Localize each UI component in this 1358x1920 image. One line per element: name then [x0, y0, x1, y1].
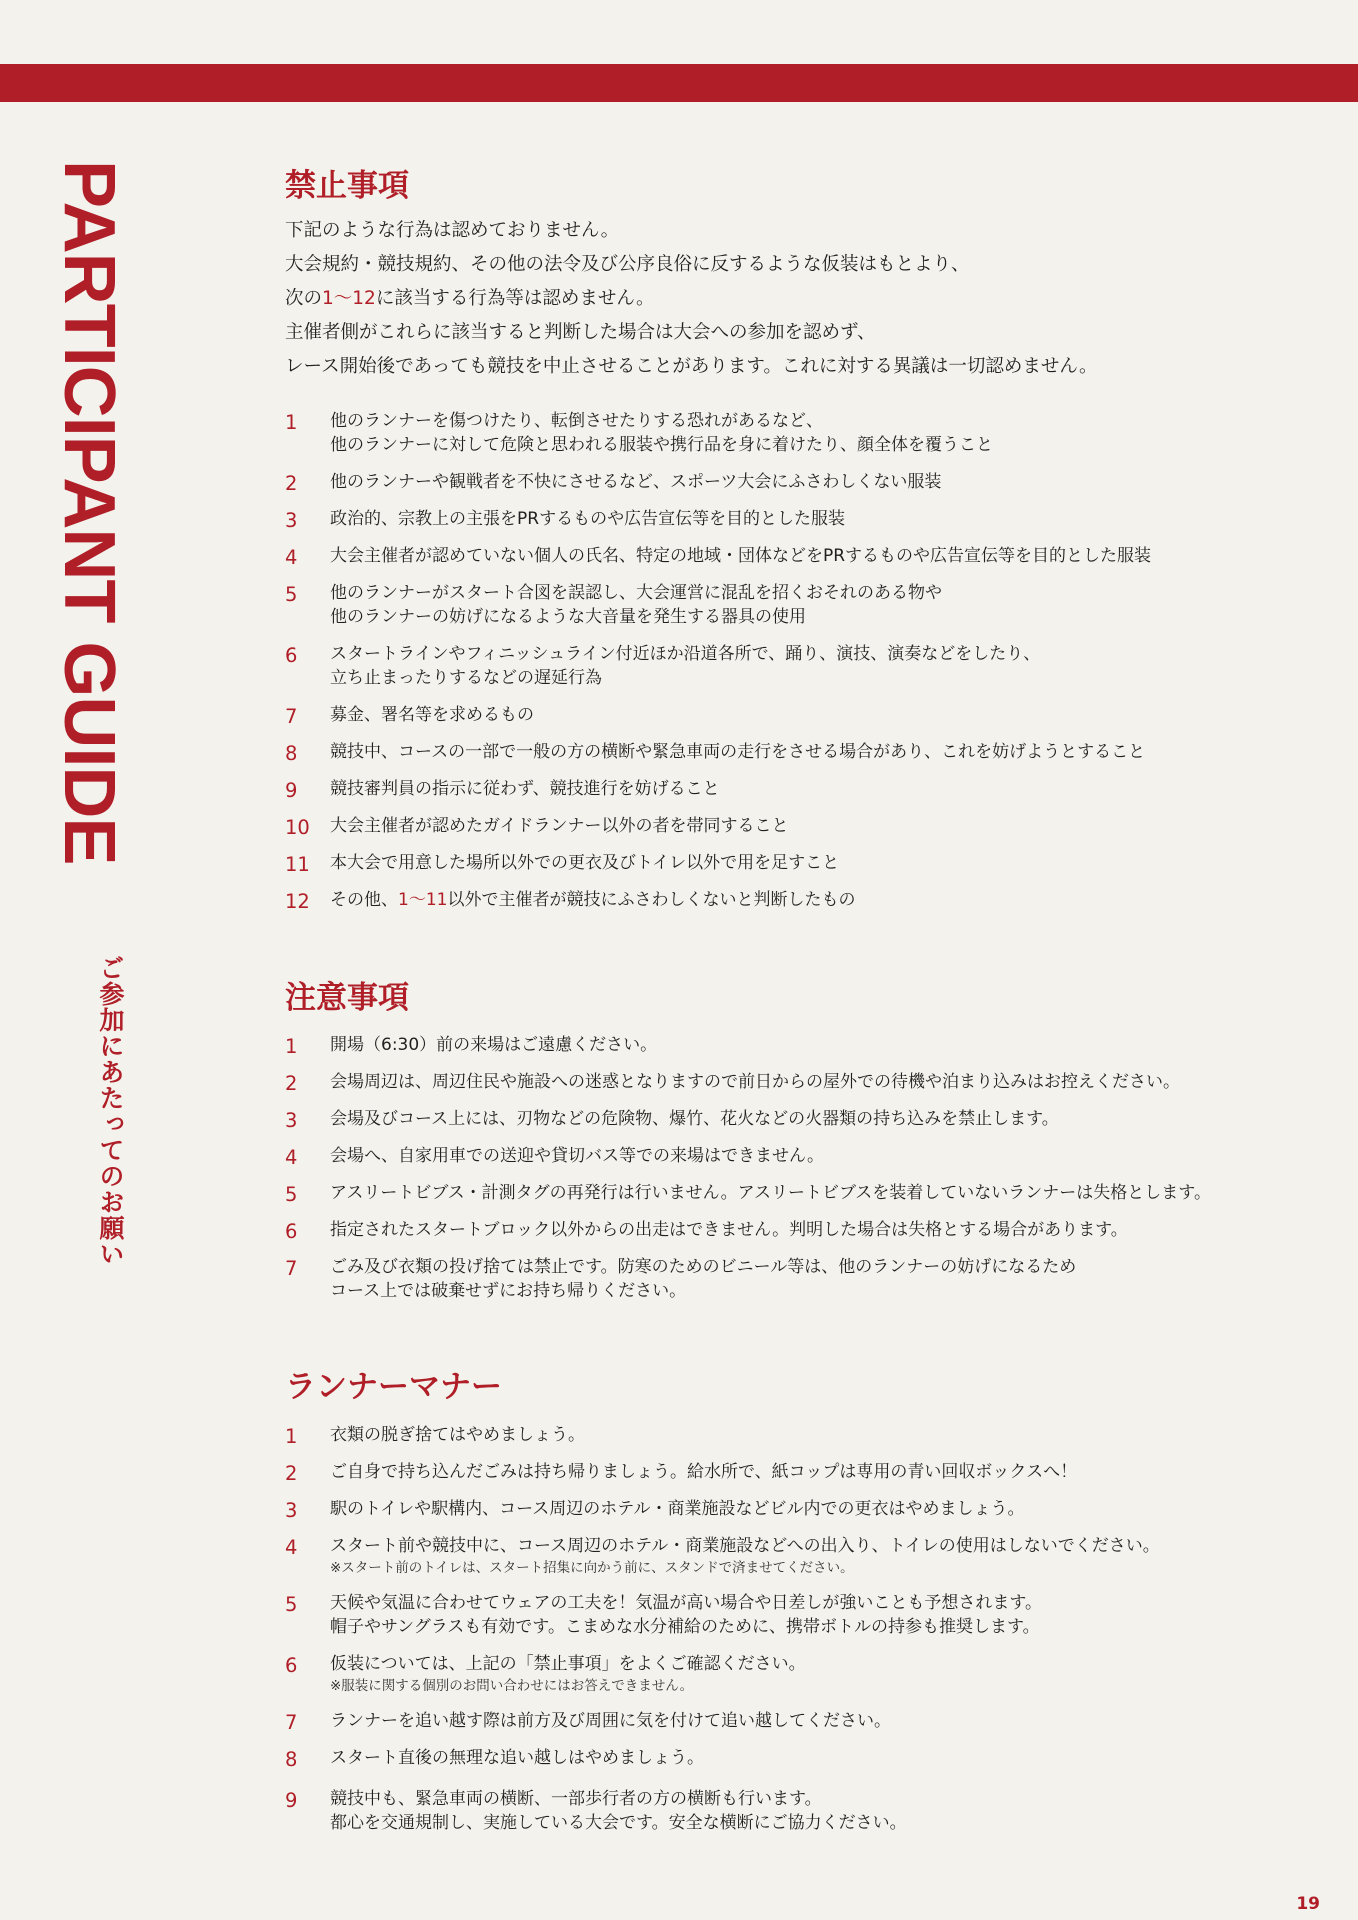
- list-item: [285, 1497, 1160, 1534]
- item-text: [330, 888, 1151, 912]
- list-item: [285, 470, 1151, 507]
- item-number: 7: [285, 1711, 298, 1734]
- item-note: ※服装に関する個別のお問い合わせにはお答えできません。: [330, 1678, 694, 1694]
- list-item: [285, 777, 1151, 814]
- prohibited-title: 禁止事項: [285, 168, 409, 204]
- item-text: 天候や気温に合わせてウェアの工夫を！気温が高い場合や日差しが強いことも予想されます。: [330, 1593, 1042, 1613]
- item-number: 3: [285, 509, 298, 532]
- list-item: [285, 1218, 1211, 1255]
- item-text: 本大会で用意した場所以外での更衣及びトイレ以外で用を足すこと: [330, 853, 840, 873]
- item-range: 1〜11: [398, 890, 448, 910]
- list-item: [285, 507, 1151, 544]
- list-item: [285, 1181, 1211, 1218]
- item-number: 7: [285, 705, 298, 728]
- item-text: ランナーを追い越す際は前方及び周囲に気を付けて追い越してください。: [330, 1711, 891, 1731]
- item-text: 会場へ、自家用車での送迎や貸切バス等での来場はできません。: [330, 1146, 825, 1166]
- item-text: 帽子やサングラスも有効です。こまめな水分補給のために、携帯ボトルの持参も推奨します。: [330, 1617, 1040, 1637]
- item-text: 他のランナーに対して危険と思われる服装や携行品を身に着けたり、顔全体を覆うこと: [330, 435, 993, 455]
- item-text: 政治的、宗教上の主張をPRするものや広告宣伝等を目的とした服装: [330, 509, 846, 529]
- side-title: PARTICIPANT GUIDE: [49, 160, 129, 865]
- list-item: [285, 703, 1151, 740]
- list-item: [285, 851, 1151, 888]
- item-text: ごみ及び衣類の投げ捨ては禁止です。防寒のためのビニール等は、他のランナーの妨げになるため: [330, 1257, 1077, 1277]
- item-text: 他のランナーや観戦者を不快にさせるなど、スポーツ大会にふさわしくない服装: [330, 472, 942, 492]
- intro-line: 大会規約・競技規約、その他の法令及び公序良俗に反するような仮装はもとより、: [285, 254, 970, 275]
- list-item: [285, 409, 1151, 470]
- item-number: 4: [285, 546, 298, 569]
- prohibited-intro: [285, 214, 1098, 384]
- item-text: スタート前や競技中に、コース周辺のホテル・商業施設などへの出入り、トイレの使用はしないでください。: [330, 1536, 1160, 1556]
- list-item: [285, 1423, 1160, 1460]
- list-item: [285, 888, 1151, 925]
- list-item: [285, 1070, 1211, 1107]
- manners-list: [285, 1423, 1160, 1848]
- item-text: 大会主催者が認めていない個人の氏名、特定の地域・団体などをPRするものや広告宣伝等を目的とした服装: [330, 546, 1152, 566]
- top-color-band: [0, 64, 1358, 102]
- side-subtitle: ご参加にあたってのお願い: [96, 955, 125, 1267]
- item-number: 5: [285, 1593, 298, 1616]
- item-number: 4: [285, 1146, 298, 1169]
- list-item: [285, 544, 1151, 581]
- item-text: 会場及びコース上には、刃物などの危険物、爆竹、花火などの火器類の持ち込みを禁止します。: [330, 1109, 1059, 1129]
- item-number: 1: [285, 1035, 298, 1058]
- list-item: [285, 581, 1151, 642]
- item-number: 2: [285, 1462, 298, 1485]
- intro-text: 次の: [285, 288, 323, 309]
- item-number: 1: [285, 1425, 298, 1448]
- intro-line: 主催者側がこれらに該当すると判断した場合は大会への参加を認めず、: [285, 322, 876, 343]
- item-text-part: 以外で主催者が競技にふさわしくないと判断したもの: [447, 890, 856, 910]
- item-number: 5: [285, 1183, 298, 1206]
- prohibited-list: [285, 409, 1151, 925]
- manners-title: ランナーマナー: [285, 1369, 502, 1405]
- intro-line: [285, 282, 1098, 316]
- item-number: 9: [285, 1789, 298, 1812]
- item-number: 6: [285, 644, 298, 667]
- list-item: [285, 740, 1151, 777]
- item-text: スタートラインやフィニッシュライン付近ほか沿道各所で、踊り、演技、演奏などをしたり、: [330, 644, 1041, 664]
- item-text: 指定されたスタートブロック以外からの出走はできません。判明した場合は失格とする場合があります。: [330, 1220, 1128, 1240]
- item-number: 6: [285, 1654, 298, 1677]
- item-number: 7: [285, 1257, 298, 1280]
- item-text: 募金、署名等を求めるもの: [330, 705, 534, 725]
- item-text: コース上では破棄せずにお持ち帰りください。: [330, 1281, 687, 1301]
- item-number: 2: [285, 1072, 298, 1095]
- list-item: [285, 1591, 1160, 1652]
- item-number: 8: [285, 742, 298, 765]
- item-number: 12: [285, 890, 310, 913]
- item-text: 他のランナーがスタート合図を誤認し、大会運営に混乱を招くおそれのある物や: [330, 583, 942, 603]
- intro-text: に該当する行為等は認めません。: [375, 288, 655, 309]
- list-item: [285, 1534, 1160, 1591]
- item-number: 3: [285, 1499, 298, 1522]
- item-number: 2: [285, 472, 298, 495]
- item-text: 競技審判員の指示に従わず、競技進行を妨げること: [330, 779, 720, 799]
- item-number: 11: [285, 853, 310, 876]
- page-number: 19: [1296, 1894, 1320, 1914]
- list-item: [285, 1746, 1160, 1787]
- item-text: 競技中、コースの一部で一般の方の横断や緊急車両の走行をさせる場合があり、これを妨げようとすること: [330, 742, 1146, 762]
- item-number: 3: [285, 1109, 298, 1132]
- item-number: 5: [285, 583, 298, 606]
- list-item: [285, 1255, 1211, 1316]
- item-number: 10: [285, 816, 310, 839]
- list-item: [285, 1144, 1211, 1181]
- item-text: アスリートビブス・計測タグの再発行は行いません。アスリートビブスを装着していないランナーは失格とします。: [330, 1183, 1211, 1203]
- list-item: [285, 1107, 1211, 1144]
- item-text: 大会主催者が認めたガイドランナー以外の者を帯同すること: [330, 816, 789, 836]
- item-text-part: その他、: [330, 890, 398, 910]
- list-item: [285, 1787, 1160, 1848]
- list-item: [285, 1033, 1211, 1070]
- item-text: 競技中も、緊急車両の横断、一部歩行者の方の横断も行います。: [330, 1789, 822, 1809]
- item-text: 他のランナーを傷つけたり、転倒させたりする恐れがあるなど、: [330, 411, 823, 431]
- item-text: 都心を交通規制し、実施している大会です。安全な横断にご協力ください。: [330, 1813, 907, 1833]
- item-text: 開場（6:30）前の来場はご遠慮ください。: [330, 1035, 658, 1055]
- list-item: [285, 1460, 1160, 1497]
- intro-range: 1〜12: [322, 288, 376, 309]
- item-number: 9: [285, 779, 298, 802]
- item-text: 他のランナーの妨げになるような大音量を発生する器具の使用: [330, 607, 806, 627]
- intro-line: 下記のような行為は認めておりません。: [285, 220, 620, 241]
- list-item: [285, 642, 1151, 703]
- item-number: 4: [285, 1536, 298, 1559]
- list-item: [285, 1709, 1160, 1746]
- intro-line: レース開始後であっても競技を中止させることがあります。これに対する異議は一切認めません。: [285, 356, 1098, 377]
- item-text: 立ち止まったりするなどの遅延行為: [330, 668, 602, 688]
- caution-title: 注意事項: [285, 980, 409, 1016]
- item-number: 1: [285, 411, 298, 434]
- item-text: 会場周辺は、周辺住民や施設への迷惑となりますので前日からの屋外での待機や泊まり込みはお控えください。: [330, 1072, 1180, 1092]
- caution-list: [285, 1033, 1211, 1316]
- item-number: 8: [285, 1748, 298, 1771]
- item-text: 衣類の脱ぎ捨てはやめましょう。: [330, 1425, 585, 1445]
- item-text: 仮装については、上記の「禁止事項」をよくご確認ください。: [330, 1654, 806, 1674]
- item-text: ご自身で持ち込んだごみは持ち帰りましょう。給水所で、紙コップは専用の青い回収ボックスへ！: [330, 1462, 1078, 1482]
- item-number: 6: [285, 1220, 298, 1243]
- list-item: [285, 814, 1151, 851]
- item-note: ※スタート前のトイレは、スタート招集に向かう前に、スタンドで済ませてください。: [330, 1560, 854, 1576]
- list-item: [285, 1652, 1160, 1709]
- item-text: 駅のトイレや駅構内、コース周辺のホテル・商業施設などビル内での更衣はやめましょう。: [330, 1499, 1025, 1519]
- item-text: スタート直後の無理な追い越しはやめましょう。: [330, 1748, 704, 1768]
